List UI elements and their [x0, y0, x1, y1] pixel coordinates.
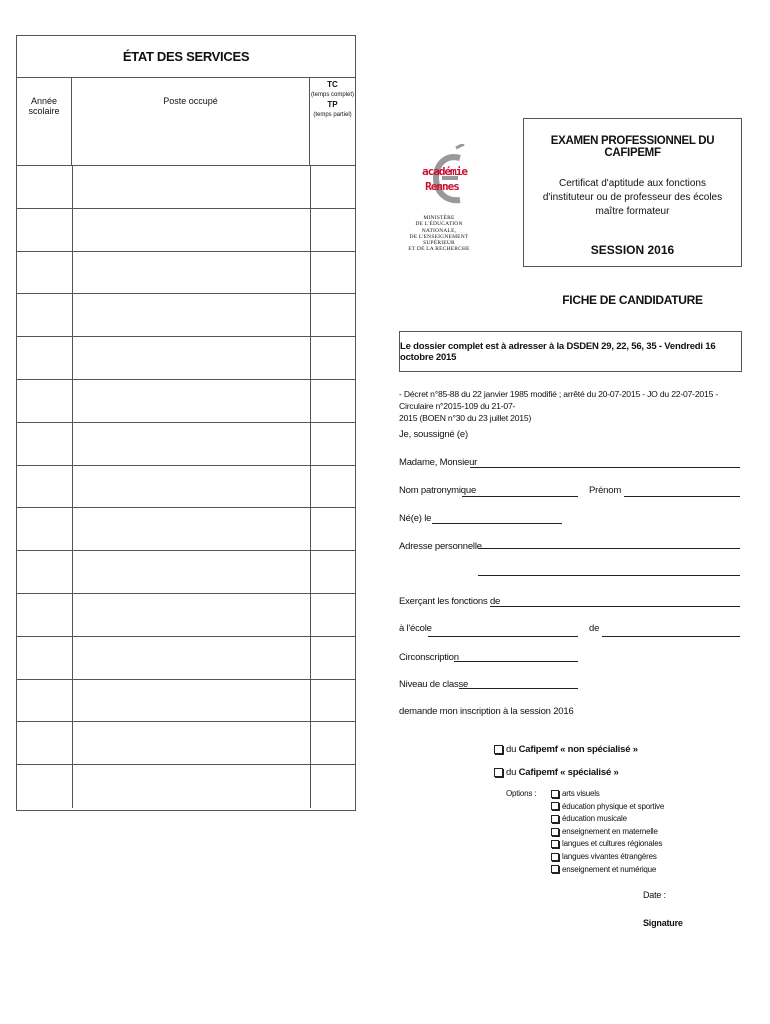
checkbox-icon[interactable]: [494, 745, 503, 754]
row-divider: [310, 209, 311, 251]
logo-e-icon: [398, 144, 480, 214]
services-row[interactable]: [17, 637, 355, 680]
de-label: de: [589, 623, 600, 634]
row-divider: [310, 337, 311, 379]
row-divider: [310, 637, 311, 679]
row-divider: [310, 380, 311, 422]
col-tc-sub: (temps complet): [310, 92, 354, 98]
services-row[interactable]: [17, 252, 355, 295]
soussigne-label: Je, soussigné (e): [399, 429, 468, 440]
row-divider: [72, 423, 73, 465]
row-divider: [310, 252, 311, 294]
services-header: [17, 77, 355, 166]
decree-line: - Décret n°85-88 du 22 janvier 1985 modifié ; arrêté du 20-07-2015 - JO du 22-07-2015 - Circulaire n°2015-109 du 21-07-: [399, 389, 719, 411]
services-row[interactable]: [17, 594, 355, 637]
choice-prefix: du: [506, 767, 519, 778]
col-tp-label: TP: [327, 100, 338, 109]
de-field[interactable]: [602, 636, 740, 637]
option-label: éducation musicale: [562, 814, 627, 824]
ecole-label: à l'école: [399, 623, 432, 634]
option-label: langues vivantes étrangères: [562, 852, 657, 861]
option-item[interactable]: [551, 839, 662, 848]
choice-prefix: du: [506, 744, 519, 755]
option-label: langues et cultures régionales: [562, 839, 663, 849]
exam-session: SESSION 2016: [590, 243, 675, 257]
exam-description: [524, 177, 741, 219]
services-row[interactable]: [17, 209, 355, 252]
option-item[interactable]: [551, 865, 656, 874]
col-post-header: [72, 77, 310, 165]
exam-desc-line: Certificat d'aptitude aux fonctions: [559, 178, 706, 189]
row-divider: [72, 380, 73, 422]
option-item[interactable]: [551, 802, 664, 811]
circonscription-field[interactable]: [454, 661, 578, 662]
row-divider: [72, 337, 73, 379]
dsden-notice: Le dossier complet est à adresser à la DSDEN 29, 22, 56, 35 - Vendredi 16 octobre 2015: [400, 340, 716, 363]
adresse-field-2[interactable]: [478, 575, 740, 576]
services-row[interactable]: [17, 337, 355, 380]
checkbox-icon[interactable]: [551, 802, 559, 810]
decree-line: 2015 (BOEN n°30 du 23 juillet 2015): [399, 413, 532, 423]
checkbox-icon[interactable]: [551, 865, 559, 873]
row-divider: [72, 637, 73, 679]
row-divider: [72, 466, 73, 508]
col-tc-label: TC: [327, 80, 338, 89]
exam-desc-line: maître formateur: [595, 206, 670, 217]
services-row[interactable]: [17, 508, 355, 551]
checkbox-icon[interactable]: [551, 790, 559, 798]
nom-field[interactable]: [462, 496, 578, 497]
ministry-line: MINISTÈRE: [423, 215, 455, 221]
services-row[interactable]: [17, 765, 355, 808]
services-row[interactable]: [17, 722, 355, 765]
row-divider: [72, 166, 73, 208]
option-item[interactable]: [551, 789, 600, 798]
signature-label: Signature: [643, 918, 683, 928]
date-label: Date :: [643, 890, 666, 900]
services-row[interactable]: [17, 294, 355, 337]
option-label: éducation physique et sportive: [562, 801, 665, 811]
row-divider: [310, 722, 311, 764]
checkbox-icon[interactable]: [551, 815, 559, 823]
logo-word-academie: académie: [422, 165, 467, 178]
row-divider: [72, 722, 73, 764]
academie-rennes-logo: [398, 144, 480, 253]
row-divider: [310, 466, 311, 508]
row-divider: [310, 551, 311, 593]
services-row[interactable]: [17, 466, 355, 509]
ministry-text: [398, 215, 480, 253]
logo-word-rennes: Rennes: [425, 180, 459, 193]
ministry-line: DE L'ÉDUCATION NATIONALE,: [415, 221, 463, 234]
choice-non-specialise[interactable]: [494, 744, 638, 755]
row-divider: [310, 423, 311, 465]
services-table: [16, 35, 356, 811]
adresse-label: Adresse personnelle: [399, 541, 482, 552]
option-item[interactable]: [551, 852, 657, 861]
services-row[interactable]: [17, 680, 355, 723]
ministry-line: ET DE LA RECHERCHE: [408, 246, 470, 253]
col-year-label: Année scolaire: [28, 96, 60, 116]
niveau-field[interactable]: [459, 688, 578, 689]
exam-desc-line: d'instituteur ou de professeur des écoles: [542, 192, 723, 203]
row-divider: [72, 594, 73, 636]
services-rows: [17, 166, 355, 808]
ministry-line: DE L'ENSEIGNEMENT SUPÉRIEUR: [409, 233, 469, 247]
choice-spe-label: Cafipemf « spécialisé »: [518, 767, 619, 778]
checkbox-icon[interactable]: [551, 853, 559, 861]
options-label: Options :: [506, 789, 537, 798]
checkbox-icon[interactable]: [551, 828, 559, 836]
row-divider: [310, 508, 311, 550]
row-divider: [310, 166, 311, 208]
fiche-title: FICHE DE CANDIDATURE: [562, 293, 703, 307]
checkbox-icon[interactable]: [551, 840, 559, 848]
services-row[interactable]: [17, 166, 355, 209]
exam-header-box: [523, 118, 742, 267]
circonscription-label: Circonscription: [399, 652, 459, 663]
madame-field[interactable]: [470, 467, 740, 468]
choice-specialise[interactable]: [494, 767, 619, 778]
row-divider: [72, 252, 73, 294]
row-divider: [72, 294, 73, 336]
decree-reference: [399, 388, 744, 424]
nom-label: Nom patronymique: [399, 485, 477, 496]
prenom-label: Prénom: [589, 485, 622, 496]
option-label: enseignement et numérique: [562, 864, 657, 874]
adresse-field-1[interactable]: [478, 548, 740, 549]
services-title: ÉTAT DES SERVICES: [17, 36, 355, 78]
madame-label: Madame, Monsieur: [399, 457, 478, 468]
option-item[interactable]: [551, 827, 658, 836]
row-divider: [72, 765, 73, 808]
services-row[interactable]: [17, 551, 355, 594]
col-tp-sub: (temps partiel): [313, 112, 352, 118]
exam-title: EXAMEN PROFESSIONNEL DU CAFIPEMF: [550, 135, 715, 159]
checkbox-icon[interactable]: [494, 768, 503, 777]
option-item[interactable]: [551, 814, 627, 823]
niveau-label: Niveau de classe: [399, 679, 469, 690]
ne-field[interactable]: [432, 523, 562, 524]
row-divider: [72, 508, 73, 550]
option-label: arts visuels: [562, 789, 600, 798]
col-tctp-header: [310, 77, 355, 165]
exercant-label: Exerçant les fonctions de: [399, 596, 501, 607]
services-row[interactable]: [17, 423, 355, 466]
services-row[interactable]: [17, 380, 355, 423]
ecole-field[interactable]: [428, 636, 578, 637]
prenom-field[interactable]: [624, 496, 740, 497]
col-post-label: Poste occupé: [163, 96, 218, 106]
row-divider: [72, 209, 73, 251]
row-divider: [72, 680, 73, 722]
row-divider: [310, 680, 311, 722]
exercant-field[interactable]: [490, 606, 740, 607]
choice-non-label: Cafipemf « non spécialisé »: [518, 744, 638, 755]
row-divider: [310, 594, 311, 636]
col-year-header: [17, 77, 72, 165]
row-divider: [72, 551, 73, 593]
dsden-notice-box: [399, 331, 742, 372]
demande-label: demande mon inscription à la session 2016: [399, 706, 574, 717]
option-label: enseignement en maternelle: [562, 826, 658, 836]
row-divider: [310, 294, 311, 336]
ne-label: Né(e) le: [399, 513, 432, 524]
row-divider: [310, 765, 311, 808]
